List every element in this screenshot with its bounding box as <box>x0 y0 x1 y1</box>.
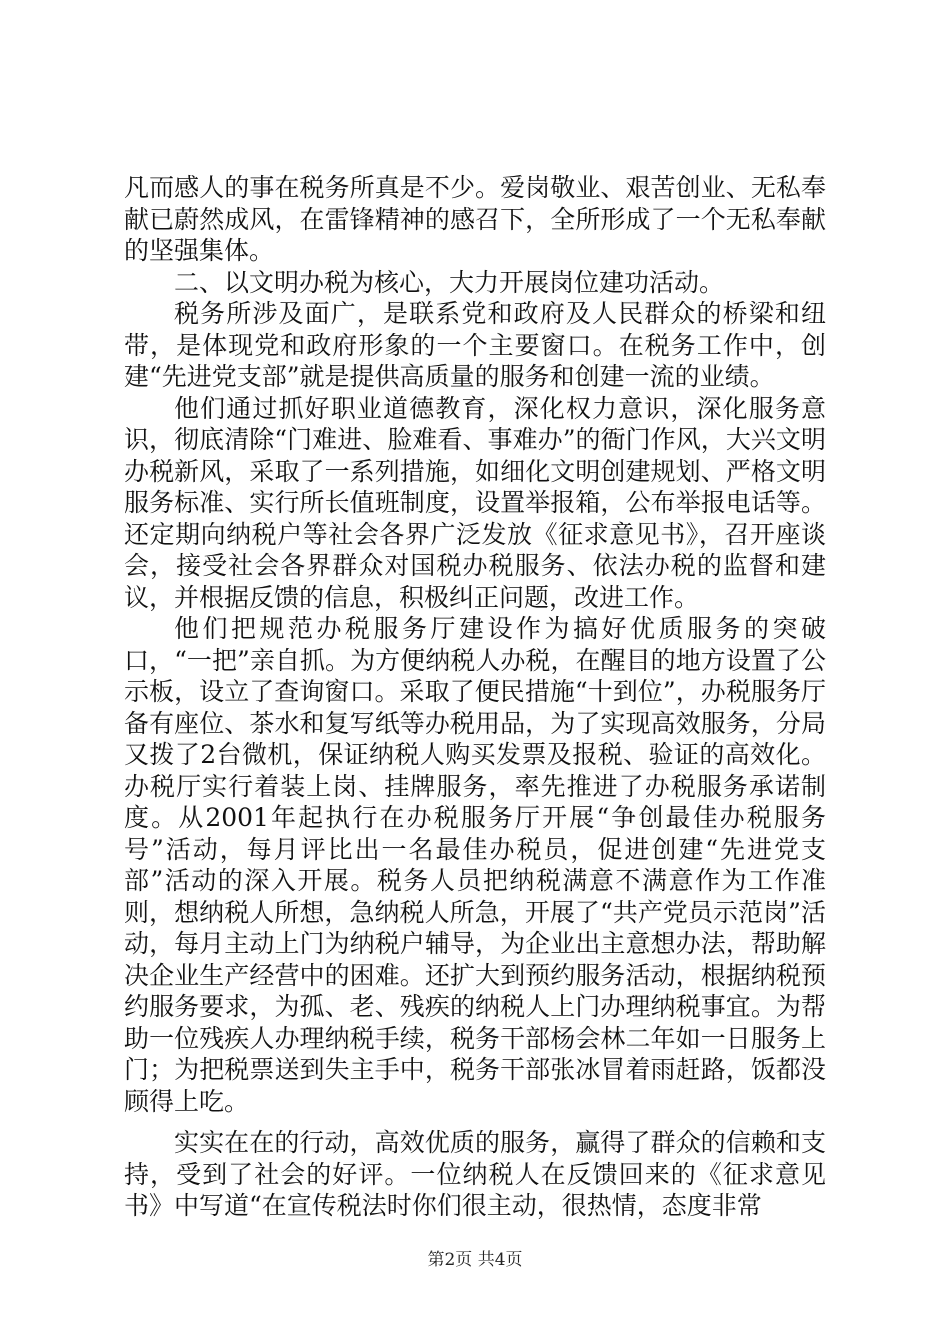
paragraph: 实实在在的行动，高效优质的服务，赢得了群众的信赖和支持，受到了社会的好评。一位纳税人在反馈回来的《征求意见书》中写道“在宣传税法时你们很主动，很热情，态度非常 <box>124 1128 826 1220</box>
paragraph-continuation: 凡而感人的事在税务所真是不少。爱岗敬业、艰苦创业、无私奉献已蔚然成风，在雷锋精神的感召下，全所形成了一个无私奉献的坚强集体。 <box>124 173 826 265</box>
paragraph: 他们通过抓好职业道德教育，深化权力意识，深化服务意识，彻底清除“门难进、脸难看、事难办”的衙门作风，大兴文明办税新风，采取了一系列措施，如细化文明创建规划、严格文明服务标准、实行所长值班制度，设置举报箱，公布举报电话等。还定期向纳税户等社会各界广泛发放《征求意见书》，召开座谈会，接受社会各界群众对国税办税服务、依法办税的监督和建议，并根据反馈的信息，积极纠正问题，改进工作。 <box>124 393 826 612</box>
section-heading: 二、以文明办税为核心，大力开展岗位建功活动。 <box>174 267 725 297</box>
paragraph: 他们把规范办税服务厅建设作为搞好优质服务的突破口，“一把”亲自抓。为方便纳税人办税，在醒目的地方设置了公示板，设立了查询窗口。采取了便民措施“十到位”，办税服务厅备有座位、茶水和复写纸等办税用品，为了实现高效服务，分局又拨了2台微机，保证纳税人购买发票及报税、验证的高效化。办税厅实行着装上岗、挂牌服务，率先推进了办税服务承诺制度。从2001年起执行在办税服务厅开展“争创最佳办税服务号”活动，每月评比出一名最佳办税员，促进创建“先进党支部”活动的深入开展。税务人员把纳税满意不满意作为工作准则，想纳税人所想，急纳税人所急，开展了“共产党员示范岗”活动，每月主动上门为纳税户辅导，为企业出主意想办法，帮助解决企业生产经营中的困难。还扩大到预约服务活动，根据纳税预约服务要求，为孤、老、残疾的纳税人上门办理纳税事宜。为帮助一位残疾人办理纳税手续，税务干部杨会林二年如一日服务上门；为把税票送到失主手中，税务干部张冰冒着雨赶路，饭都没顾得上吃。 <box>124 614 826 1116</box>
paragraph: 税务所涉及面广，是联系党和政府及人民群众的桥梁和纽带，是体现党和政府形象的一个主要窗口。在税务工作中，创建“先进党支部”就是提供高质量的服务和创建一流的业绩。 <box>124 299 826 391</box>
page-footer: 第2页 共4页 <box>427 1250 523 1270</box>
document-body <box>124 172 826 1222</box>
